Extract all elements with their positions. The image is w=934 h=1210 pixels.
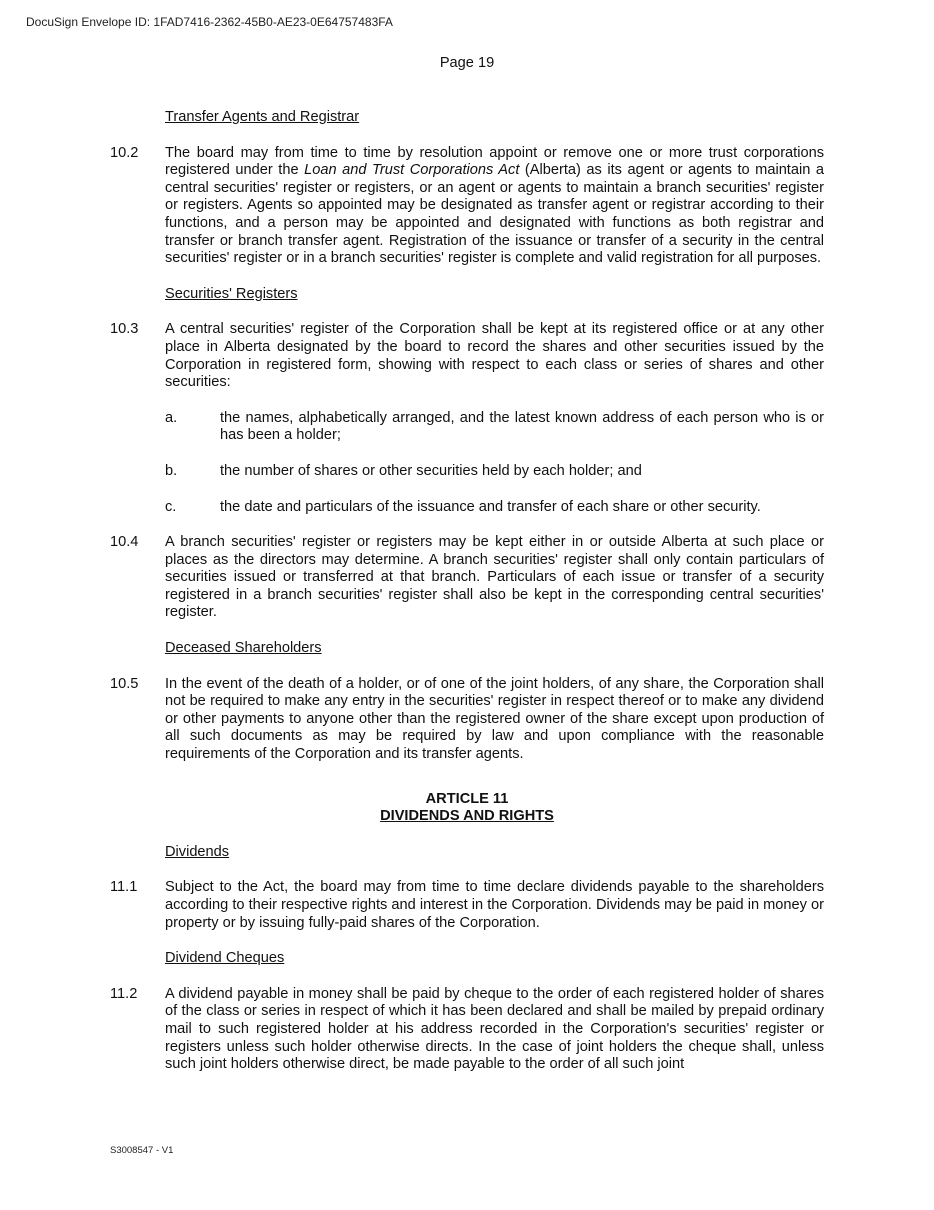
article-title: DIVIDENDS AND RIGHTS bbox=[380, 808, 554, 825]
page-number: Page 19 bbox=[439, 55, 495, 71]
section-text bbox=[165, 145, 824, 268]
section-text: In the event of the death of a holder, or of one of the joint holders, of any share, the Corporation shall not be required to make any entry in the securities' register in respect thereof or to make any dividend or other payments to anyone other than the registered owner of the share except upon production of all such documents as may be required by law and upon compliance with the reasonable requirements of the Corporation and its transfer agents. bbox=[165, 675, 824, 763]
list-item bbox=[165, 463, 824, 481]
document-body bbox=[110, 109, 824, 1074]
section-number: 10.3 bbox=[110, 321, 139, 338]
text-part: (Alberta) as its agent or agents to maintain a central securities' register or registers, or an agent or agents to maintain a branch securities' register or registers. Agents so appointed may be designated as transfer agent or registrar according to their functions, and a person may be appointed and designated with functions as both registrar and transfer or branch transfer agent. Registration of the issuance or transfer of a security in the central securities' register or in a branch securities' register is complete and valid registration for all purposes. bbox=[165, 162, 824, 267]
list-text: the date and particulars of the issuance and transfer of each share or other security. bbox=[220, 498, 761, 515]
section-number: 10.4 bbox=[110, 534, 139, 551]
list-label: c. bbox=[165, 498, 177, 515]
section-text: A central securities' register of the Corporation shall be kept at its registered office or at any other place in Alberta designated by the board to record the shares and other securities issued by the Corporation in registered form, showing with respect to each class or series of shares and other securities: bbox=[165, 321, 824, 391]
heading-deceased-shareholders: Deceased Shareholders bbox=[165, 640, 322, 657]
section-10-2 bbox=[110, 145, 824, 268]
section-number: 10.2 bbox=[110, 144, 139, 161]
article-heading bbox=[110, 791, 824, 826]
list-label: b. bbox=[165, 462, 178, 479]
list-text: the number of shares or other securities held by each holder; and bbox=[220, 462, 642, 479]
article-number: ARTICLE 11 bbox=[425, 790, 509, 807]
list-item bbox=[165, 499, 824, 517]
heading-dividends: Dividends bbox=[165, 843, 230, 860]
section-11-2 bbox=[110, 986, 824, 1074]
envelope-id: DocuSign Envelope ID: 1FAD7416-2362-45B0-AE23-0E64757483FA bbox=[26, 15, 393, 29]
list-item bbox=[165, 410, 824, 445]
act-title: Loan and Trust Corporations Act bbox=[304, 162, 520, 179]
section-10-5 bbox=[110, 676, 824, 764]
text-part: The board may from time to time by resolution appoint or remove one or more trust corporations registered under the bbox=[165, 144, 824, 179]
section-text: A dividend payable in money shall be paid by cheque to the order of each registered holder of shares of the class or series in respect of which it has been declared and shall be mailed by prepaid ordinary mail to such registered holder at his address recorded in the Corporation's securities' register or registers unless such holder otherwise directs. In the case of joint holders the cheque shall, unless such joint holders otherwise direct, be made payable to the order of all such joint bbox=[165, 985, 824, 1073]
list-text: the names, alphabetically arranged, and the latest known address of each person who is or has been a holder; bbox=[220, 409, 824, 444]
heading-transfer-agents: Transfer Agents and Registrar bbox=[165, 109, 360, 125]
section-text: Subject to the Act, the board may from time to time declare dividends payable to the shareholders according to their respective rights and interest in the Corporation. Dividends may be paid in money or property or by issuing fully-paid shares of the Corporation. bbox=[165, 879, 824, 931]
section-number: 11.2 bbox=[110, 985, 138, 1002]
section-number: 10.5 bbox=[110, 675, 139, 692]
section-11-1 bbox=[110, 879, 824, 932]
heading-securities-registers: Securities' Registers bbox=[165, 285, 298, 302]
section-text: A branch securities' register or registers may be kept either in or outside Alberta at such place or places as the directors may determine. A branch securities' register shall only contain particulars of securities issued or transferred at that branch. Particulars of each issue or transfer of a security registered in a branch securities' register shall also be kept in the corresponding central securities' register. bbox=[165, 534, 824, 621]
section-10-3 bbox=[110, 321, 824, 391]
heading-dividend-cheques: Dividend Cheques bbox=[165, 950, 285, 967]
section-number: 11.1 bbox=[110, 879, 138, 896]
list-label: a. bbox=[165, 409, 178, 426]
document-id-footer: S3008547 - V1 bbox=[110, 1145, 174, 1156]
section-10-4 bbox=[110, 534, 824, 622]
